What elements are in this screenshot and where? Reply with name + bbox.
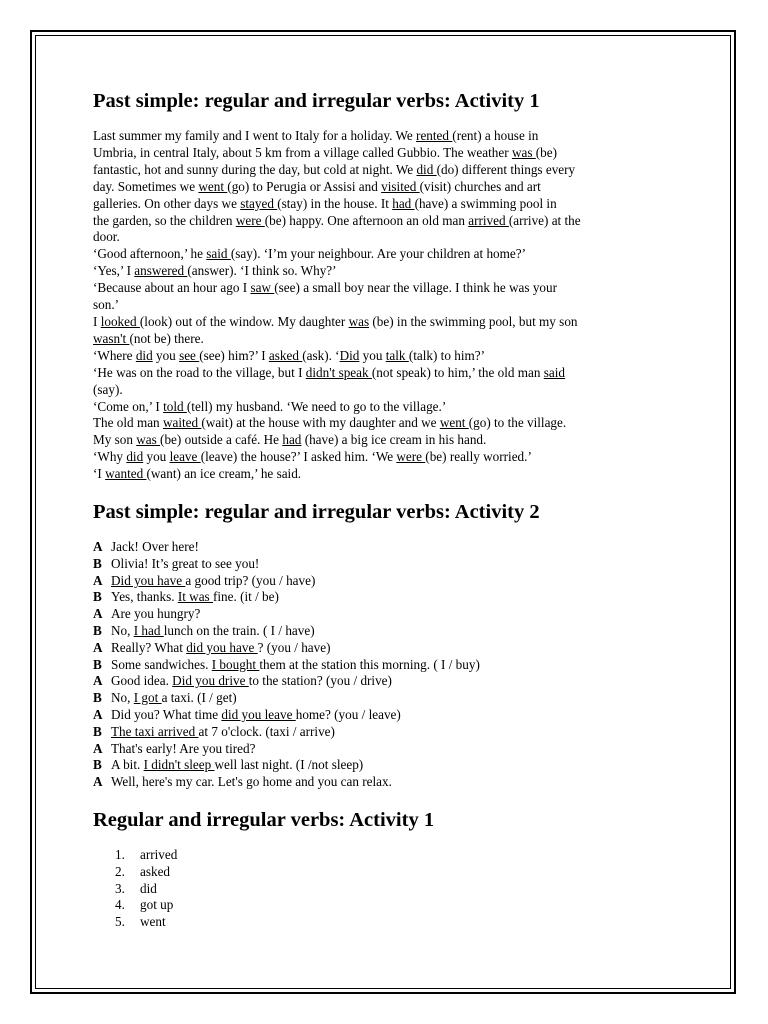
story-paragraph — [93, 128, 683, 483]
worksheet — [93, 88, 683, 931]
story-line — [93, 415, 683, 432]
dialogue-line — [93, 724, 683, 741]
dialogue-line — [93, 657, 683, 674]
text-segment: the garden, so the children — [93, 212, 236, 228]
answer-blank: Did you have — [111, 572, 186, 588]
text-segment: you — [359, 347, 386, 363]
answer-blank: had — [282, 432, 302, 448]
text-segment: home? (you / leave) — [295, 707, 401, 722]
text-segment: day. Sometimes we — [93, 178, 199, 194]
answer-blank: looked — [100, 313, 140, 329]
text-segment: Did you? What time — [111, 707, 222, 722]
activity2-heading: Past simple: regular and irregular verbs: Activity 2 — [93, 501, 540, 524]
text-segment: Yes, thanks. — [111, 589, 178, 605]
text-segment: (visit) churches and art — [419, 178, 541, 194]
speaker-label: A — [93, 539, 103, 555]
activity3-heading: Regular and irregular verbs: Activity 1 — [93, 808, 435, 831]
answer-blank: answered — [134, 263, 188, 279]
text-segment: (do) different things every — [436, 161, 576, 177]
text-segment: (see) a small boy near the village. I think he was your — [274, 280, 557, 296]
text-segment: No, — [111, 690, 134, 706]
text-segment: (ask). ‘ — [302, 347, 340, 363]
item-number: 5. — [115, 914, 125, 930]
text-segment: to the station? (you / drive) — [248, 673, 392, 689]
text-segment: (answer). ‘I think so. Why?’ — [187, 263, 337, 279]
dialogue-line — [93, 539, 683, 556]
story-line — [93, 213, 683, 230]
answer-blank: said — [543, 364, 566, 380]
item-text: asked — [140, 863, 171, 879]
text-segment: (say). ‘I’m your neighbour. Are your children at home?’ — [230, 246, 526, 262]
dialogue-line — [93, 673, 683, 690]
story-line — [93, 399, 683, 416]
speaker-label: A — [93, 740, 103, 756]
speaker-label: A — [93, 639, 103, 655]
answer-blank: I bought — [211, 656, 260, 672]
story-line — [93, 466, 683, 483]
story-line — [93, 162, 683, 179]
dialogue-line — [93, 774, 683, 791]
answer-blank: did — [416, 161, 437, 177]
text-segment: lunch on the train. ( I / have) — [163, 623, 315, 639]
speaker-label: B — [93, 723, 102, 739]
story-line — [93, 314, 683, 331]
text-segment: (leave) the house?’ I asked him. ‘We — [200, 449, 397, 465]
dialogue-line — [93, 640, 683, 657]
story-line — [93, 246, 683, 263]
speaker-label: B — [93, 555, 102, 571]
answer-blank: had — [392, 195, 415, 211]
answer-blank: wasn't — [93, 330, 130, 346]
text-segment: fine. (it / be) — [212, 589, 279, 605]
text-segment: a taxi. (I / get) — [161, 690, 237, 706]
text-segment: I — [93, 313, 101, 329]
answer-blank: stayed — [240, 195, 278, 211]
answer-blank: Did you drive — [172, 673, 249, 689]
text-segment: fantastic, hot and sunny during the day, but cold at night. We — [93, 161, 417, 177]
item-text: did — [140, 880, 157, 896]
text-segment: (not speak) to him,’ the old man — [371, 364, 544, 380]
text-segment: (be) happy. One afternoon an old man — [264, 212, 469, 228]
dialogue — [93, 539, 683, 791]
story-line — [93, 196, 683, 213]
story-line — [93, 145, 683, 162]
text-segment: (wait) at the house with my daughter and we — [201, 415, 440, 431]
text-segment: ‘Because about an hour ago I — [93, 280, 251, 296]
answer-blank: The taxi arrived — [111, 723, 199, 739]
text-segment: (rent) a house in — [452, 128, 539, 143]
answer-blank: did you leave — [221, 707, 296, 722]
text-segment: No, — [111, 623, 134, 639]
text-segment: Last summer my family and I went to Italy for a holiday. We — [93, 128, 417, 143]
text-segment: (say). — [93, 381, 123, 397]
answer-blank: were — [235, 212, 265, 228]
text-segment: A bit. — [111, 757, 144, 773]
text-segment: (stay) in the house. It — [277, 195, 393, 211]
answer-blank: saw — [250, 280, 275, 296]
answer-item — [93, 847, 683, 864]
answer-item — [93, 897, 683, 914]
answer-blank: went — [439, 415, 469, 431]
activity1-heading: Past simple: regular and irregular verbs: Activity 1 — [93, 90, 540, 112]
dialogue-line — [93, 589, 683, 606]
text-segment: (have) a big ice cream in his hand. — [301, 432, 487, 448]
answer-blank: did — [126, 449, 144, 465]
speaker-label: A — [93, 572, 103, 588]
text-segment: (be) really worried.’ — [425, 449, 532, 465]
speaker-label: B — [93, 589, 102, 605]
dialogue-line — [93, 623, 683, 640]
text-segment: Well, here's my car. Let's go home and you can relax. — [111, 774, 392, 790]
dialogue-line — [93, 606, 683, 623]
story-line — [93, 382, 683, 399]
text-segment: (be) — [535, 144, 557, 160]
answer-blank: waited — [162, 415, 202, 431]
story-line — [93, 297, 683, 314]
text-segment: (have) a swimming pool in — [414, 195, 557, 211]
item-text: went — [140, 914, 166, 930]
speaker-label: B — [93, 690, 102, 706]
text-segment: That's early! Are you tired? — [111, 740, 256, 756]
story-line — [93, 449, 683, 466]
answer-blank: was — [136, 432, 161, 448]
story-line — [93, 229, 683, 246]
text-segment: My son — [93, 432, 137, 448]
speaker-label: B — [93, 656, 102, 672]
dialogue-line — [93, 573, 683, 590]
answer-blank: said — [206, 246, 231, 262]
text-segment: ? (you / have) — [257, 639, 331, 655]
answer-blank: was — [511, 144, 536, 160]
answer-blank: told — [163, 398, 187, 414]
answer-blank: did you have — [186, 639, 258, 655]
text-segment: you — [152, 347, 180, 363]
answer-item — [93, 864, 683, 881]
text-segment: son.’ — [93, 297, 120, 313]
dialogue-line — [93, 556, 683, 573]
answer-blank: talk — [385, 347, 409, 363]
text-segment: (look) out of the window. My daughter — [139, 313, 349, 329]
text-segment: Olivia! It’s great to see you! — [111, 555, 260, 571]
answer-blank: I got — [133, 690, 162, 706]
text-segment: (tell) my husband. ‘We need to go to the village.’ — [186, 398, 447, 414]
text-segment: (go) to Perugia or Assisi and — [227, 178, 382, 194]
answer-blank: Did — [339, 347, 360, 363]
speaker-label: B — [93, 757, 102, 773]
text-segment: Really? What — [111, 639, 187, 655]
answer-blank: I had — [133, 623, 164, 639]
speaker-label: A — [93, 606, 103, 622]
dialogue-line — [93, 757, 683, 774]
text-segment: Good idea. — [111, 673, 173, 689]
text-segment: (arrive) at the — [508, 212, 581, 228]
dialogue-line — [93, 690, 683, 707]
answer-blank: were — [396, 449, 426, 465]
answer-blank: leave — [169, 449, 201, 465]
text-segment: ‘Where — [93, 347, 136, 363]
story-line — [93, 365, 683, 382]
text-segment: ‘Why — [93, 449, 127, 465]
answer-blank: It was — [177, 589, 213, 605]
text-segment: Are you hungry? — [111, 606, 201, 622]
item-number: 3. — [115, 880, 125, 896]
text-segment: (talk) to him?’ — [408, 347, 485, 363]
answer-blank: went — [198, 178, 228, 194]
text-segment: The old man — [93, 415, 163, 431]
text-segment: ‘Come on,’ I — [93, 398, 164, 414]
item-number: 4. — [115, 897, 125, 913]
answer-blank: did — [135, 347, 153, 363]
text-segment: at 7 o'clock. (taxi / arrive) — [198, 723, 335, 739]
answer-item — [93, 914, 683, 931]
text-segment: door. — [93, 229, 120, 245]
answer-blank: I didn't sleep — [143, 757, 215, 773]
story-line — [93, 263, 683, 280]
speaker-label: A — [93, 774, 103, 790]
answer-list — [93, 847, 683, 931]
text-segment: ‘Good afternoon,’ he — [93, 246, 207, 262]
text-segment: Jack! Over here! — [111, 539, 199, 555]
answer-blank: arrived — [468, 212, 509, 228]
text-segment: (see) him?’ I — [199, 347, 269, 363]
text-segment: ‘Yes,’ I — [93, 263, 135, 279]
answer-blank: visited — [381, 178, 420, 194]
item-text: arrived — [140, 846, 178, 862]
answer-blank: asked — [268, 347, 303, 363]
text-segment: Some sandwiches. — [111, 656, 212, 672]
item-text: got up — [140, 897, 174, 913]
story-line — [93, 179, 683, 196]
speaker-label: A — [93, 707, 103, 722]
answer-blank: rented — [416, 128, 453, 143]
text-segment: (want) an ice cream,’ he said. — [146, 466, 302, 482]
answer-blank: was — [348, 313, 370, 329]
text-segment: well last night. (I /not sleep) — [214, 757, 364, 773]
story-line — [93, 280, 683, 297]
text-segment: (be) in the swimming pool, but my son — [369, 313, 578, 329]
text-segment: a good trip? (you / have) — [185, 572, 316, 588]
text-segment: them at the station this morning. ( I / buy) — [259, 656, 480, 672]
answer-blank: see — [179, 347, 200, 363]
story-line — [93, 331, 683, 348]
answer-blank: wanted — [105, 466, 147, 482]
text-segment: ‘I — [93, 466, 106, 482]
story-line — [93, 128, 683, 145]
dialogue-line — [93, 741, 683, 758]
dialogue-line — [93, 707, 683, 724]
text-segment: (go) to the village. — [468, 415, 567, 431]
text-segment: you — [143, 449, 170, 465]
answer-item — [93, 881, 683, 898]
item-number: 2. — [115, 863, 125, 879]
item-number: 1. — [115, 846, 125, 862]
text-segment: galleries. On other days we — [93, 195, 241, 211]
text-segment: (be) outside a café. He — [160, 432, 283, 448]
speaker-label: B — [93, 623, 102, 639]
text-segment: Umbria, in central Italy, about 5 km from a village called Gubbio. The weather — [93, 144, 512, 160]
text-segment: ‘He was on the road to the village, but I — [93, 364, 306, 380]
story-line — [93, 348, 683, 365]
story-line — [93, 432, 683, 449]
answer-blank: didn't speak — [305, 364, 372, 380]
speaker-label: A — [93, 673, 103, 689]
text-segment: (not be) there. — [129, 330, 204, 346]
